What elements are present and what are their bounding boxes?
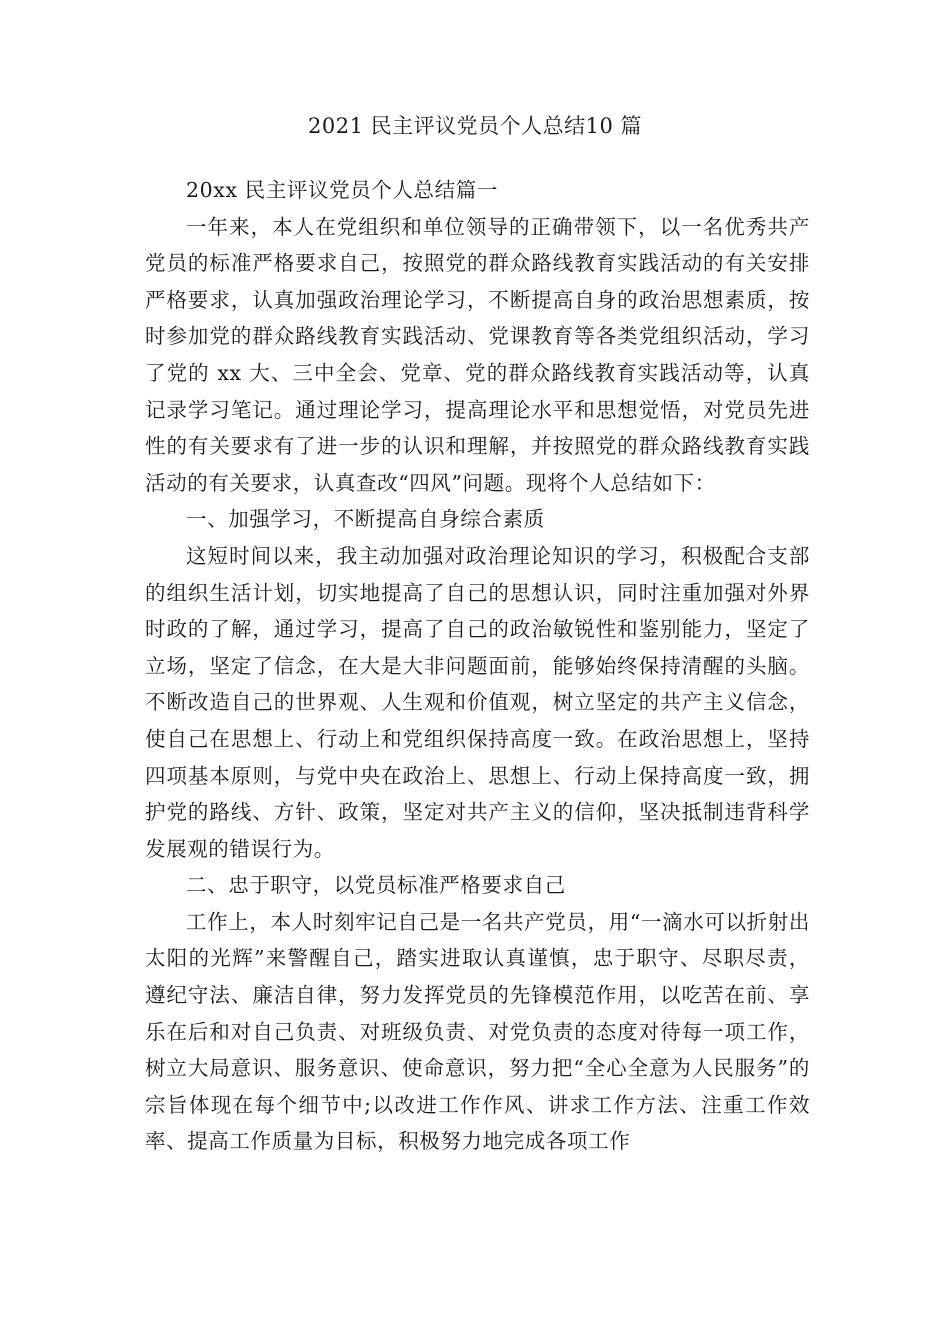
subheading-1: 一、加强学习，不断提高自身综合素质 (186, 507, 545, 532)
document-title: 2021 民主评议党员个人总结10 篇 (307, 114, 642, 138)
document-body (145, 172, 810, 1160)
paragraph-study: 这短时间以来，我主动加强对政治理论知识的学习，积极配合支部的组织生活计划，切实地提高了自己的思想认识，同时注重加强对外界时政的了解，通过学习，提高了自己的政治敏锐性和鉴别能力，坚定了立场，坚定了信念，在大是大非问题面前，能够始终保持清醒的头脑。不断改造自己的世界观、人生观和价值观，树立坚定的共产主义信念，使自己在思想上、行动上和党组织保持高度一致。在政治思想上，坚持四项基本原则，与党中央在政治上、思想上、行动上保持高度一致，拥护党的路线、方针、政策，坚定对共产主义的信仰，坚决抵制违背科学发展观的错误行为。 (145, 543, 810, 861)
intro-paragraph: 一年来，本人在党组织和单位领导的正确带领下，以一名优秀共产党员的标准严格要求自己，按照党的群众路线教育实践活动的有关安排严格要求，认真加强政治理论学习，不断提高自身的政治思想素质，按时参加党的群众路线教育实践活动、党课教育等各类党组织活动，学习了党的 xx 大、三中全会、党章、党的群众路线教育实践活动等，认真记录学习笔记。通过理论学习，提高理论水平和思想觉悟，对党员先进性的有关要求有了进一步的认识和理解，并按照党的群众路线教育实践活动的有关要求，认真查改“四风”问题。现将个人总结如下： (145, 214, 810, 495)
paragraph-work: 工作上，本人时刻牢记自己是一名共产党员，用“一滴水可以折射出太阳的光辉”来警醒自己，踏实进取认真谨慎，忠于职守、尽职尽责，遵纪守法、廉洁自律，努力发挥党员的先锋模范作用，以吃苦在前、享乐在后和对自己负责、对班级负责、对党负责的态度对待每一项工作，树立大局意识、服务意识、使命意识，努力把“全心全意为人民服务”的宗旨体现在每个细节中;以改进工作作风、讲求工作方法、注重工作效率、提高工作质量为目标，积极努力地完成各项工作 (145, 909, 810, 1154)
subheading-2: 二、忠于职守，以党员标准严格要求自己 (186, 873, 566, 898)
section-heading-1: 20xx 民主评议党员个人总结篇一 (186, 178, 498, 202)
